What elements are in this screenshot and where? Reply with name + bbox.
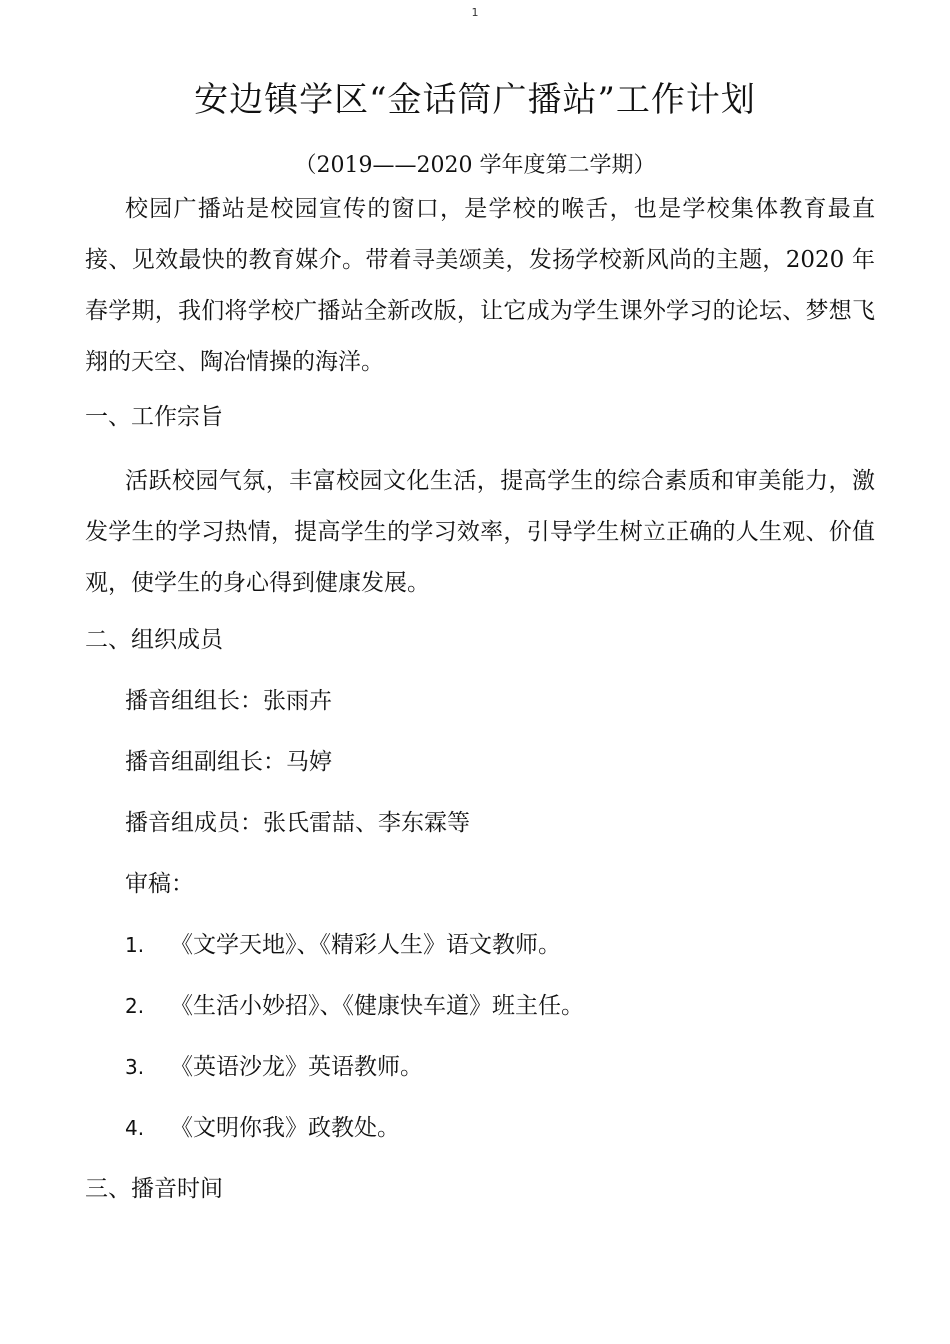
- list-text: 《文学天地》、《精彩人生》语文教师。: [170, 932, 561, 958]
- list-number: 4.: [125, 1116, 145, 1140]
- review-list-item: [125, 1113, 400, 1143]
- intro-paragraph: 校园广播站是校园宣传的窗口，是学校的喉舌，也是学校集体教育最直接、见效最快的教育媒介。带着寻美颂美，发扬学校新风尚的主题，2020 年春学期，我们将学校广播站全新改版，让它成为学生课外学习的论坛、梦想飞翔的天空、陶冶情操的海洋。: [85, 196, 875, 375]
- document-subtitle: （2019——2020 学年度第二学期）: [294, 153, 656, 178]
- section-heading-purpose: 一、工作宗旨: [85, 404, 223, 430]
- list-number: 2.: [125, 994, 145, 1018]
- review-list-item: [125, 1052, 423, 1082]
- list-number: 3.: [125, 1055, 145, 1079]
- member-line: 播音组组长：张雨卉: [125, 688, 332, 714]
- section-heading-members: 二、组织成员: [85, 627, 223, 653]
- review-list-item: [125, 991, 584, 1021]
- member-line: 播音组成员：张氏雷喆、李东霖等: [125, 810, 470, 836]
- section-heading-schedule: 三、播音时间: [85, 1176, 223, 1202]
- page-number: 1: [471, 6, 479, 19]
- list-text: 《英语沙龙》英语教师。: [170, 1054, 423, 1080]
- list-number: 1.: [125, 933, 145, 957]
- member-line: 播音组副组长：马婷: [125, 749, 332, 775]
- review-label: 审稿：: [125, 871, 194, 897]
- document-title: 安边镇学区“金话筒广播站”工作计划: [194, 80, 756, 120]
- review-list-item: [125, 930, 561, 960]
- purpose-paragraph: 活跃校园气氛，丰富校园文化生活，提高学生的综合素质和审美能力，激发学生的学习热情，提高学生的学习效率，引导学生树立正确的人生观、价值观，使学生的身心得到健康发展。: [85, 468, 875, 596]
- list-text: 《文明你我》政教处。: [170, 1115, 400, 1141]
- list-text: 《生活小妙招》、《健康快车道》班主任。: [170, 993, 584, 1019]
